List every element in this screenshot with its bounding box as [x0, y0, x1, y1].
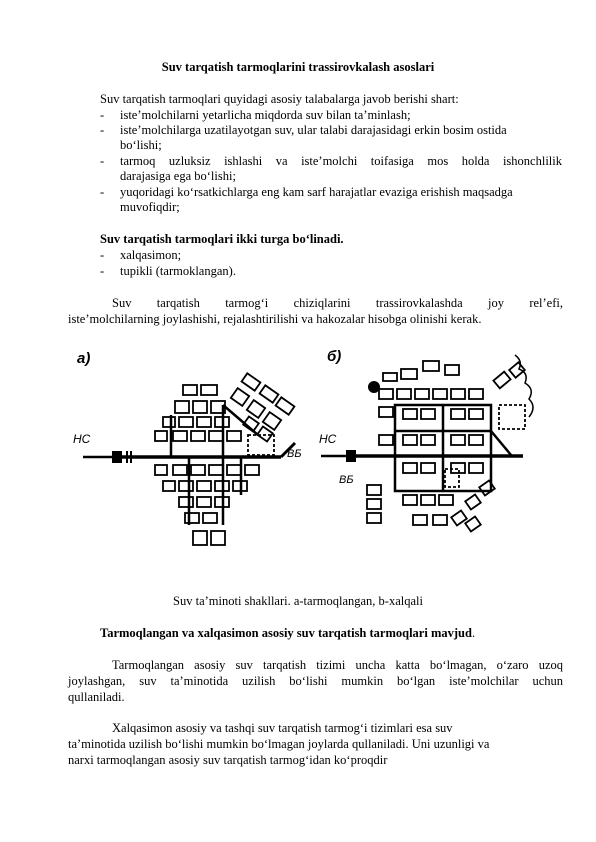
pump-station-a: [113, 452, 121, 462]
water-supply-schemes-figure: [63, 335, 545, 580]
pump-station-label-a: НС: [73, 432, 91, 446]
document-page: Suv tarqatish tarmoqlarini trassirovkalash asoslari Suv tarqatish tarmoqlari quyidagi asosiy talabalarga javob berishi shart: - iste’molchilarni yetarlicha miqdorda suv bilan ta’minlash; - iste’molchilarga uzatilayotgan suv, ular talabi darajasidagi erkin bosim ostida bo‘lishi; - tarmoq uzluksiz ishlashi va iste’molchi toifasiga mos holda ishonchlilik darajasiga ega bo‘lishi; - yuqoridagi ko‘rsatkichlarga eng kam sarf harajatlar evaziga erishish maqsadga muvofiqdir; Suv tarqatish tarmoqlari ikki turga bo‘linadi. - xalqasimon; - tupikli (tarmoklangan). Suv tarqatish tarmog‘i chiziqlarini trassirovkalashda joy rel’efi, iste’molchilarning joylashishi, rejalashtirilishi va hakozalar hisobga olinishi kerak. а) НС ВБ б) НС ВБ Suv ta’minoti shakllari. a-tarmoqlangan, b-xalqali Tarmoqlangan va xalqasimon asosiy suv tarqatish tarmoqlari mavjud. Tarmoqlangan asosiy suv tarqatish tizimi uncha katta bo‘lmagan, o‘zaro uzoq joylashgan, suv ta’minotida uzilish bo‘lishi mumkin bo‘lgan iste’molchilar uchun qullaniladi. Xalqasimon asosiy va tashqi suv tarqatish tarmog‘i tizimlari esa suv ta’minotida uzilish bo‘lishi mumkin bo‘lmagan joylarda qullaniladi. Uni uzunligi va narxi tarmoqlangan asosiy suv tarqatish tarmog‘idan ko‘proqdir: [0, 0, 596, 842]
requirement-text: iste’molchilarga uzatilayotgan suv, ular talabi darajasidagi erkin bosim ostida: [120, 123, 507, 137]
routing-paragraph-line1: Suv tarqatish tarmog‘i chiziqlarini trassirovkalashda joy rel’efi,: [112, 296, 563, 310]
park-area-b: [499, 405, 525, 429]
types-heading: Suv tarqatish tarmoqlari ikki turga bo‘linadi.: [100, 232, 344, 246]
requirement-item-2: - iste’molchilarga uzatilayotgan suv, ular talabi darajasidagi erkin bosim ostida bo‘lishi;: [100, 123, 562, 153]
branched-paragraph-line2: joylashgan, suv ta’minotida uzilish bo‘lishi mumkin bo‘lgan iste’molchilar uchun: [68, 674, 563, 688]
water-tower-b: [369, 382, 379, 392]
requirement-text: iste’molchilarni yetarlicha miqdorda suv bilan ta’minlash;: [120, 108, 411, 122]
pump-station-label-b: НС: [319, 432, 337, 446]
section-heading-period: .: [471, 626, 476, 640]
requirement-text: tarmoq uzluksiz ishlashi va iste’molchi toifasiga mos holda ishonchlilik: [120, 154, 562, 168]
river-bank: [515, 355, 533, 417]
branched-paragraph-line3: qullaniladi.: [68, 690, 125, 704]
requirement-text-cont: muvofiqdir;: [120, 200, 180, 214]
requirement-item-4: - yuqoridagi ko‘rsatkichlarga eng kam sarf harajatlar evaziga erishish maqsadga muvofiqdir;: [100, 185, 562, 215]
ring-paragraph-line1: Xalqasimon asosiy va tashqi suv tarqatish tarmog‘i tizimlari esa suv: [112, 721, 453, 735]
label-a: а): [77, 350, 91, 367]
section-heading-text: Tarmoqlangan va xalqasimon asosiy suv tarqatish tarmoqlari mavjud: [100, 626, 472, 640]
type-text: tupikli (tarmoklangan).: [120, 264, 236, 278]
ring-paragraph-line2: ta’minotida uzilish bo‘lishi mumkin bo‘lmagan joylarda qullaniladi. Uni uzunligi va: [68, 737, 490, 751]
section-heading: [100, 626, 570, 641]
requirement-text-cont: darajasiga ega bo‘lishi;: [120, 169, 236, 183]
label-b: б): [327, 348, 342, 365]
page-title: Suv tarqatish tarmoqlarini trassirovkalash asoslari: [161, 60, 435, 74]
requirement-item-3: - tarmoq uzluksiz ishlashi va iste’molchi toifasiga mos holda ishonchlilik darajasiga ega bo‘lishi;: [100, 154, 562, 183]
intro-text: Suv tarqatish tarmoqlari quyidagi asosiy talabalarga javob berishi shart:: [100, 92, 459, 106]
type-text: xalqasimon;: [120, 248, 182, 262]
tower-label-a: ВБ: [287, 448, 302, 460]
ring-paragraph-line3: narxi tarmoqlangan asosiy suv tarqatish tarmog‘idan ko‘proqdir: [68, 753, 388, 767]
tower-label-b: ВБ: [339, 474, 354, 486]
requirement-text: yuqoridagi ko‘rsatkichlarga eng kam sarf harajatlar evaziga erishish maqsadga: [120, 185, 513, 199]
pump-station-b: [347, 451, 355, 461]
branched-paragraph-line1: Tarmoqlangan asosiy suv tarqatish tizimi uncha katta bo‘lmagan, o‘zaro uzoq: [112, 658, 563, 672]
figure-caption: Suv ta’minoti shakllari. a-tarmoqlangan, b-xalqali: [173, 594, 423, 608]
requirement-text-cont: bo‘lishi;: [120, 138, 162, 152]
routing-paragraph-line2: iste’molchilarning joylashishi, rejalashtirilishi va hakozalar hisobga olinishi kerak.: [68, 312, 482, 326]
